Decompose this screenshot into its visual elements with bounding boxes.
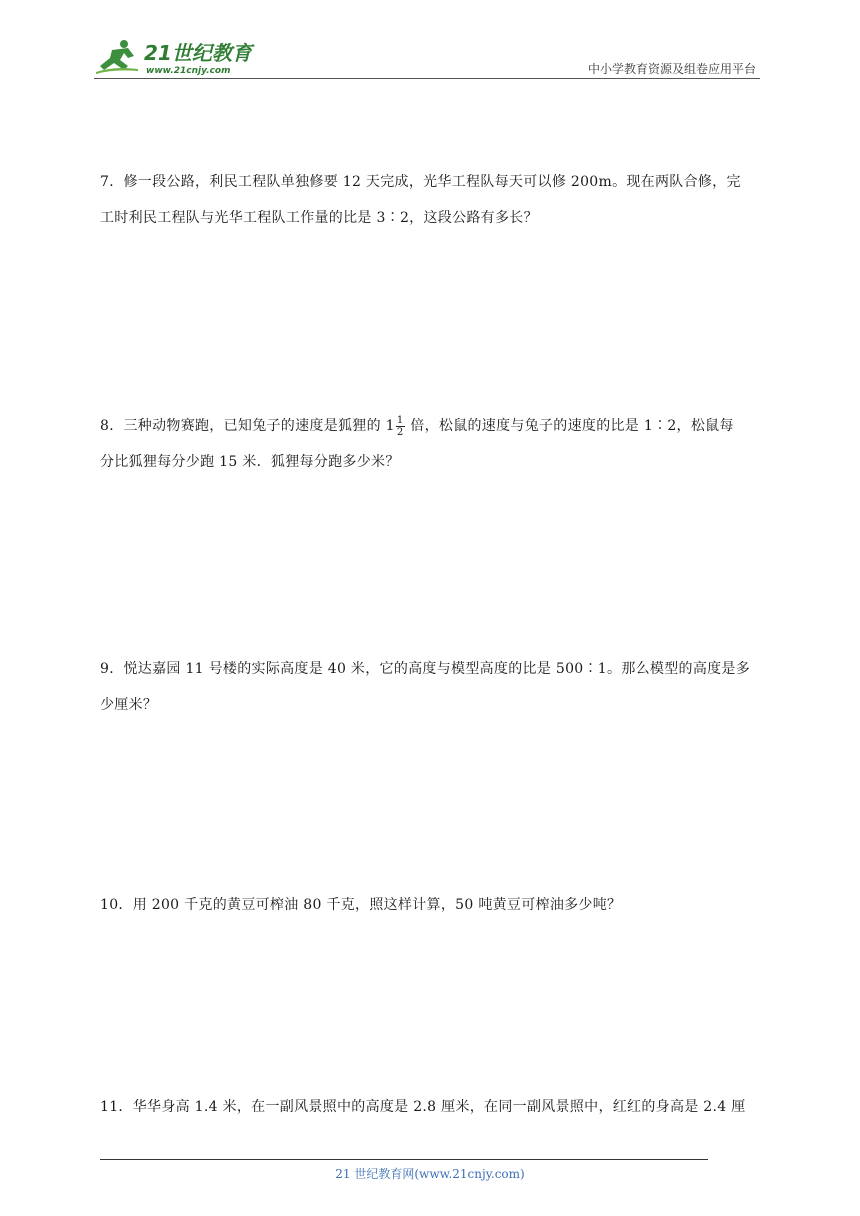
platform-name: 中小学教育资源及组卷应用平台 [587, 62, 756, 76]
logo-url: www.21cnjy.com [146, 66, 231, 76]
question-10-line-1: 10．用 200 千克的黄豆可榨油 80 千克，照这样计算，50 吨黄豆可榨油多少吨？ [100, 897, 622, 913]
logo-text: 21世纪教育 [144, 41, 252, 65]
site-logo [94, 36, 264, 78]
question-9-line-2: 少厘米？ [100, 697, 158, 713]
question-10 [100, 887, 762, 923]
question-8-text-before-fraction: 8．三种动物赛跑，已知兔子的速度是狐狸的 1 [100, 418, 395, 434]
question-7-line-1: 7．修一段公路，利民工程队单独修要 12 天完成，光华工程队每天可以修 200m。现在两队合修，完 [100, 174, 741, 190]
question-9 [100, 651, 762, 723]
fraction-denominator: 2 [396, 426, 404, 438]
question-7-line-2: 工时利民工程队与光华工程队工作量的比是 3∶2，这段公路有多长？ [100, 210, 538, 226]
question-8 [100, 408, 762, 480]
footer-source[interactable]: 21 世纪教育网(www.21cnjy.com) [335, 1167, 525, 1181]
question-11 [100, 1089, 762, 1125]
footer-divider [100, 1159, 708, 1160]
question-8-line-1 [100, 408, 762, 444]
header-divider [94, 78, 760, 79]
fraction-one-half [396, 415, 405, 438]
question-9-line-1: 9．悦达嘉园 11 号楼的实际高度是 40 米，它的高度与模型高度的比是 500∶1。那么模型的高度是多 [100, 661, 751, 677]
fraction-numerator: 1 [396, 414, 404, 426]
question-8-line-2: 分比狐狸每分少跑 15 米．狐狸每分跑多少米？ [100, 454, 400, 470]
question-8-text-after-fraction: 倍，松鼠的速度与兔子的速度的比是 1∶2，松鼠每 [405, 418, 734, 434]
question-7 [100, 164, 762, 236]
runner-icon [96, 40, 138, 74]
question-11-line-1: 11．华华身高 1.4 米，在一副风景照中的高度是 2.8 厘米，在同一副风景照中，红红的身高是 2.4 厘 [100, 1099, 746, 1115]
